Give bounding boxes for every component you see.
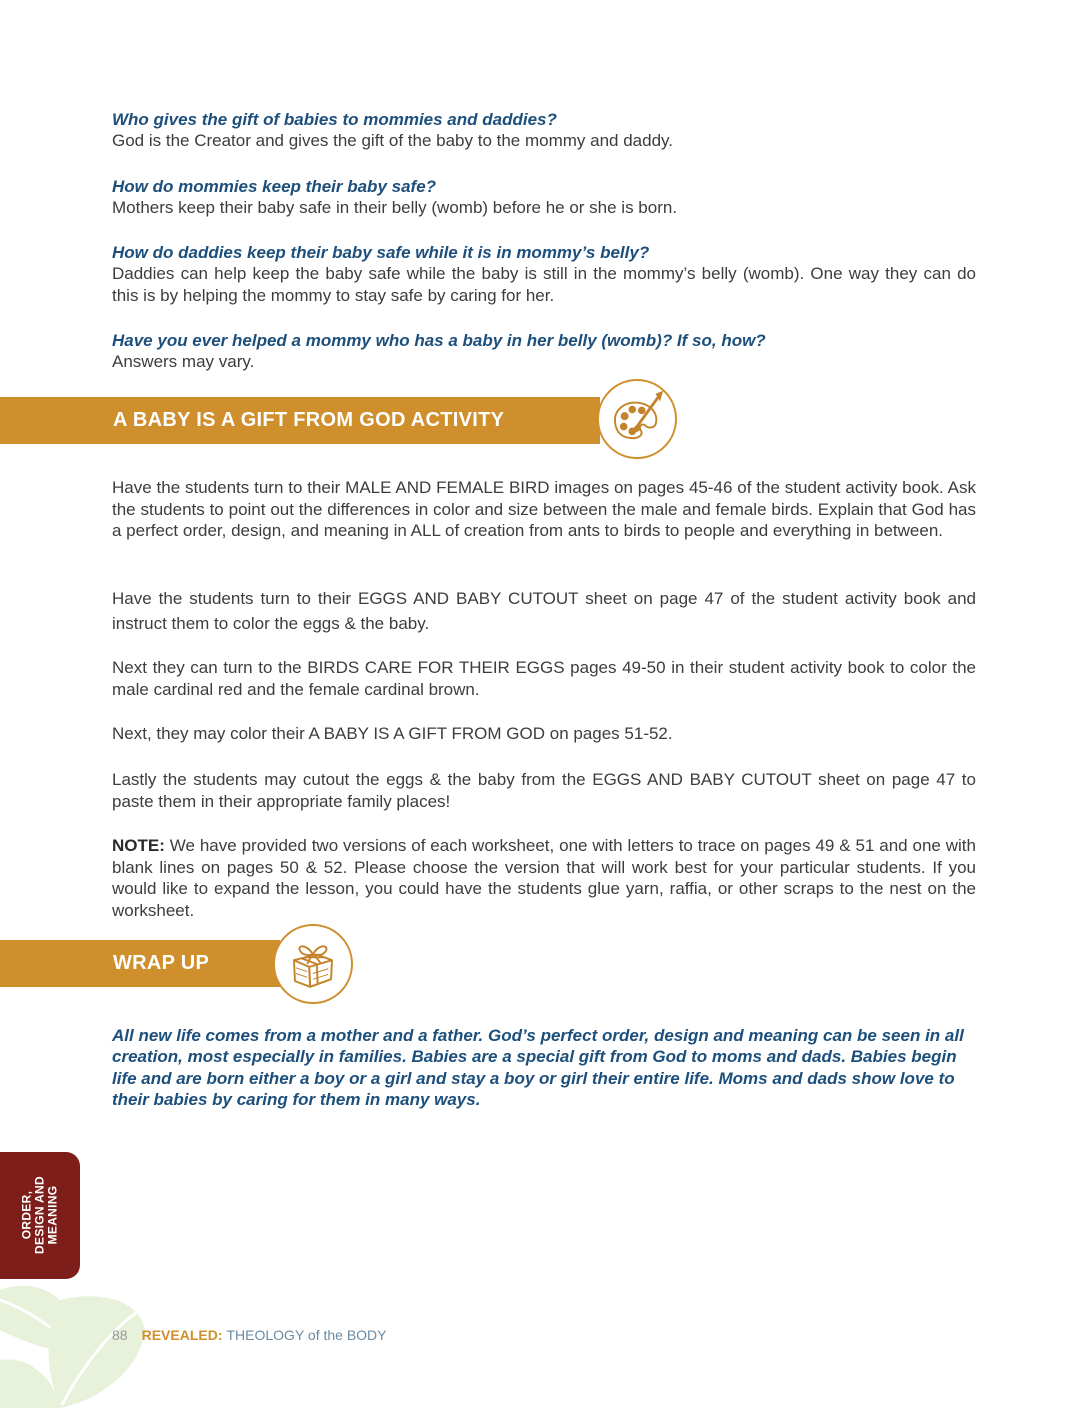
activity-title: A BABY IS A GIFT FROM GOD ACTIVITY: [113, 409, 505, 431]
palette-icon-graphic: [599, 381, 675, 457]
question-4: Have you ever helped a mommy who has a baby in her belly (womb)? If so, how?: [112, 331, 766, 350]
qa-item-4: [112, 330, 976, 373]
note-text: We have provided two versions of each worksheet, one with letters to trace on pages 49 & 51 and one with blank lines on pages 50 & 52. Please choose the version that will work best for your particular students. If you would like to expand the lesson, you could have the students glue yarn, raffia, or other scraps to the nest on the worksheet.: [112, 836, 976, 920]
footer-brand: REVEALED:: [141, 1327, 223, 1343]
footer-subtitle: THEOLOGY of the BODY: [226, 1327, 387, 1343]
activity-note: [112, 835, 976, 921]
answer-2: Mothers keep their baby safe in their belly (womb) before he or she is born.: [112, 198, 678, 217]
wrap-up-text: All new life comes from a mother and a father. God’s perfect order, design and meaning can be seen in all creation, most especially in families. Babies are a special gift from God to moms and dads. Babies begin life and are born either a boy or a girl and stay a boy or girl their entire life. Moms and dads show love to their babies by caring for them in many ways.: [112, 1026, 964, 1109]
activity-paragraph-4: Next, they may color their A BABY IS A GIFT FROM GOD on pages 51-52.: [112, 724, 673, 743]
question-2: How do mommies keep their baby safe?: [112, 177, 437, 196]
activity-paragraph-1: Have the students turn to their MALE AND FEMALE BIRD images on pages 45-46 of the student activity book. Ask the students to point out the differences in color and size between the male and female birds. Explain that God has a perfect order, design, and meaning in ALL of creation from ants to birds to people and everything in between.: [112, 478, 976, 540]
side-tab-line-1: ORDER,: [19, 1190, 34, 1240]
qa-item-3: [112, 242, 976, 306]
wrap-up-banner: [0, 940, 280, 987]
gift-icon-graphic: [275, 926, 351, 1002]
gift-icon: [273, 924, 353, 1004]
side-tab-label: [21, 1176, 60, 1254]
wrap-up-title: WRAP UP: [113, 952, 210, 974]
side-tab-line-2: DESIGN AND: [32, 1176, 47, 1254]
qa-item-1: [112, 109, 976, 152]
palette-icon: [597, 379, 677, 459]
page-footer: [112, 1327, 387, 1343]
activity-paragraph-3: Next they can turn to the BIRDS CARE FOR THEIR EGGS pages 49-50 in their student activity book to color the male cardinal red and the female cardinal brown.: [112, 658, 976, 699]
page-number: 88: [112, 1327, 128, 1343]
side-tab-line-3: MEANING: [45, 1185, 60, 1245]
activity-paragraph-5: Lastly the students may cutout the eggs & the baby from the EGGS AND BABY CUTOUT sheet on page 47 to paste them in their appropriate family places!: [112, 770, 976, 811]
activity-paragraph-2: Have the students turn to their EGGS AND BABY CUTOUT sheet on page 47 of the student activity book and instruct them to color the eggs & the baby.: [112, 589, 976, 633]
answer-4: Answers may vary.: [112, 352, 255, 371]
question-3: How do daddies keep their baby safe while it is in mommy’s belly?: [112, 243, 650, 262]
answer-1: God is the Creator and gives the gift of the baby to the mommy and daddy.: [112, 131, 673, 150]
qa-item-2: [112, 176, 976, 219]
question-1: Who gives the gift of babies to mommies and daddies?: [112, 110, 557, 129]
note-label: NOTE:: [112, 836, 165, 855]
section-side-tab: [0, 1152, 80, 1279]
answer-3: Daddies can help keep the baby safe while the baby is still in the mommy’s belly (womb). One way they can do this is by helping the mommy to stay safe by caring for her.: [112, 264, 976, 305]
activity-banner: [0, 397, 600, 444]
